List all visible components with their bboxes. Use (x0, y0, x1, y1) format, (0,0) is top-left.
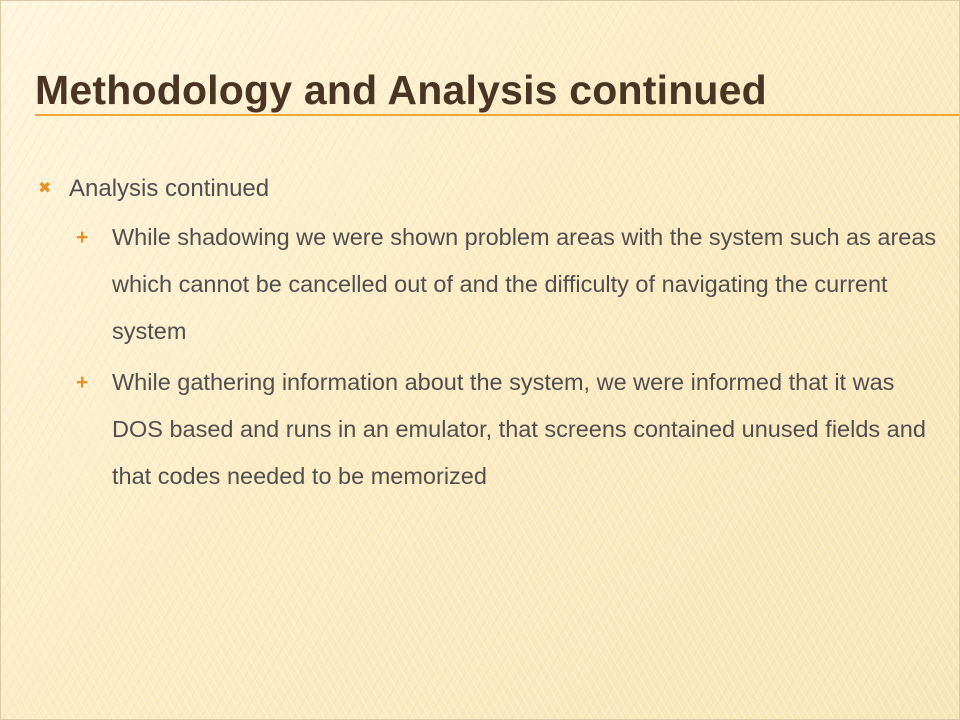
bullet-item (35, 167, 947, 211)
sub-bullet-text: While shadowing we were shown problem areas with the system such as areas which cannot be cancelled out of and the difficulty of navigating the current system (112, 224, 937, 344)
title-underline (35, 114, 960, 116)
bullet-text: Analysis continued (69, 175, 270, 202)
x-bullet-icon: ✖ (38, 180, 52, 197)
sub-bullet-item (35, 214, 947, 355)
plus-bullet-icon: + (76, 371, 89, 394)
slide-title: Methodology and Analysis continued (35, 67, 767, 113)
sub-bullet-item (35, 359, 947, 500)
sub-bullet-list (35, 214, 947, 500)
plus-bullet-icon: + (76, 226, 89, 249)
slide-body (35, 167, 947, 504)
sub-bullet-text: While gathering information about the system, we were informed that it was DOS based and runs in an emulator, that screens contained unused fields and that codes needed to be memorized (112, 369, 926, 489)
